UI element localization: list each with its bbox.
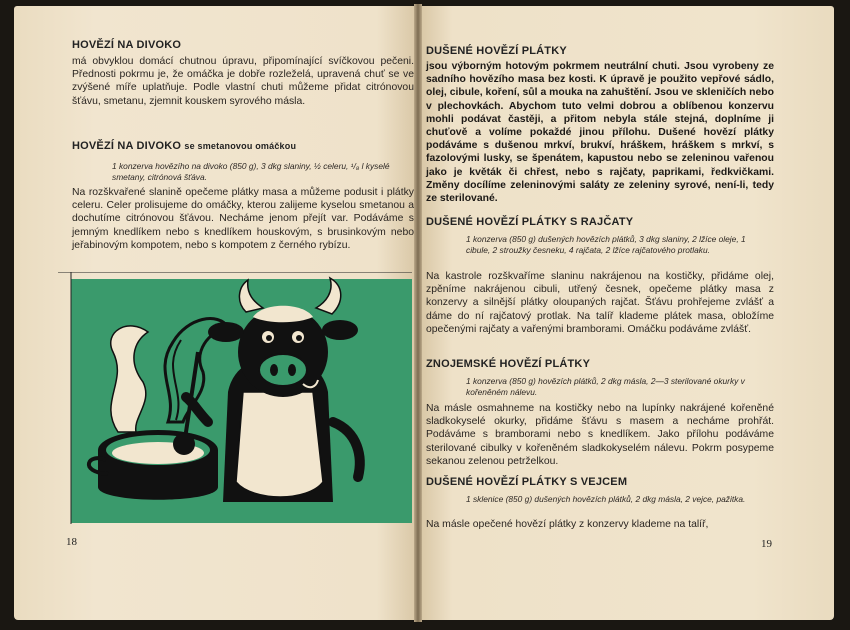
heading-znojemske: ZNOJEMSKÉ HOVĚZÍ PLÁTKY: [426, 358, 591, 370]
paragraph-divoko-method: Na rozškvařené slanině opečeme plátky masa a můžeme podusit i plátky celeru. Celer prolisujeme do omáčky, kterou zalijeme kyselou smetanou a dochutíme citrónovou šťávou. Necháme jenom přejít var. Podáváme s jemným knedlíkem nebo s knedlíkem houskovým, s brusinkovým nebo jeřabinovým kompotem, nebo s kompotem z černého rybízu.: [72, 187, 414, 251]
heading-divoko-main: HOVĚZÍ NA DIVOKO: [72, 140, 182, 152]
paragraph-rajcaty-method: Na kastrole rozškvaříme slaninu nakrájenou na kostičky, přidáme olej, zpěníme nakrájenou cibuli, utřený česnek, opečeme plátky masa z konzervy a silnější plátky oloupaných rajčat. Šťávu prohřejeme zvlášť a dáme do ní rajčatový protlak. Na talíř klademe plátek masa, obložíme opečenými rajčaty a vařenými bramborami. Omáčku podáváme zvlášť.: [426, 271, 774, 335]
paragraph-znojemske-method: Na másle osmahneme na kostičky nebo na lupínky nakrájené kořeněné sladkokyselé okurky, přidáme šťávu s masem a necháme prohřát. Podáváme s bramborami nebo s knedlíkem. Jako přílohu podáváme sterilované cibulky v kořeněném sladkokyselém nálevu. Pokrm posypeme sekanou zelenou petrželkou.: [426, 403, 774, 467]
page-number-right: 19: [761, 538, 772, 550]
paragraph-intro-divoko: má obvyklou domácí chutnou úpravu, připomínající svíčkovou pečeni. Přednosti pokrmu je, že omáčka je dobře rozleželá, upravená chuť se ve zvýšené míře uplatňuje. Podle vlastní chuti můžeme přidat citrónovou šťávu, smetanu, zjemnit kouskem syrového másla.: [72, 56, 414, 107]
heading-divoko-sub: se smetanovou omáčkou: [184, 141, 297, 151]
ingredients-znojemske: 1 konzerva (850 g) hovězích plátků, 2 dkg másla, 2—3 sterilované okurky v kořeněném nálevu.: [466, 376, 745, 397]
heading-dusene-rajcaty: DUŠENÉ HOVĚZÍ PLÁTKY S RAJČATY: [426, 216, 634, 228]
heading-hovezi-na-divoko: HOVĚZÍ NA DIVOKO: [72, 39, 182, 51]
cow-cooking-illustration: [58, 272, 412, 524]
ingredients-vejcem: 1 sklenice (850 g) dušených hovězích plátků, 2 dkg másla, 2 vejce, pažitka.: [466, 494, 746, 504]
heading-dusene-vejcem: DUŠENÉ HOVĚZÍ PLÁTKY S VEJCEM: [426, 476, 628, 488]
paragraph-dusene-intro: jsou výborným hotovým pokrmem neutrální chuti. Jsou vyrobeny ze sadního hovězího masa bez kosti. K úpravě je použito vepřové sádlo, olej, cibule, koření, sůl a mouka na zahuštění. Jsou ve skleničích nebo v plechovkách. Abychom tuto velmi dobrou a oblíbenou konzervu mohli podávat častěji, a přitom nebyla stále stejná, doplníme ji chuťově a volíme pokaždé jinou přílohu. Dušené hovězí plátky podáváme s dušenou mrkví, brukví, hráškem, hráškem s mrkví, s fazolovými lusky, se špenátem, kapustou nebo se zeleninou vařenou jako je květák či chřest, nebo s rajčaty, paprikami, ředkvičkami. Změny docílíme zeleninovými saláty ze zeleniny syrové, není-li, tedy ze sterilované.: [426, 61, 774, 205]
heading-dusene-platky: DUŠENÉ HOVĚZÍ PLÁTKY: [426, 45, 567, 57]
book-gutter: [414, 4, 422, 622]
page-number-left: 18: [66, 536, 77, 548]
ingredients-divoko: 1 konzerva hovězího na divoko (850 g), 3 dkg slaniny, ½ celeru, ¹/₈ l kyselé smetany, citrónová šťáva.: [112, 161, 390, 182]
ingredients-rajcaty: 1 konzerva (850 g) dušených hovězích plátků, 3 dkg slaniny, 2 lžíce oleje, 1 cibule, 2 stroužky česneku, 4 rajčata, 2 lžíce rajčatového protlaku.: [466, 234, 746, 255]
heading-divoko-smetanova: [72, 140, 296, 152]
paragraph-vejcem-method: Na másle opečené hovězí plátky z konzervy klademe na talíř,: [426, 519, 709, 530]
